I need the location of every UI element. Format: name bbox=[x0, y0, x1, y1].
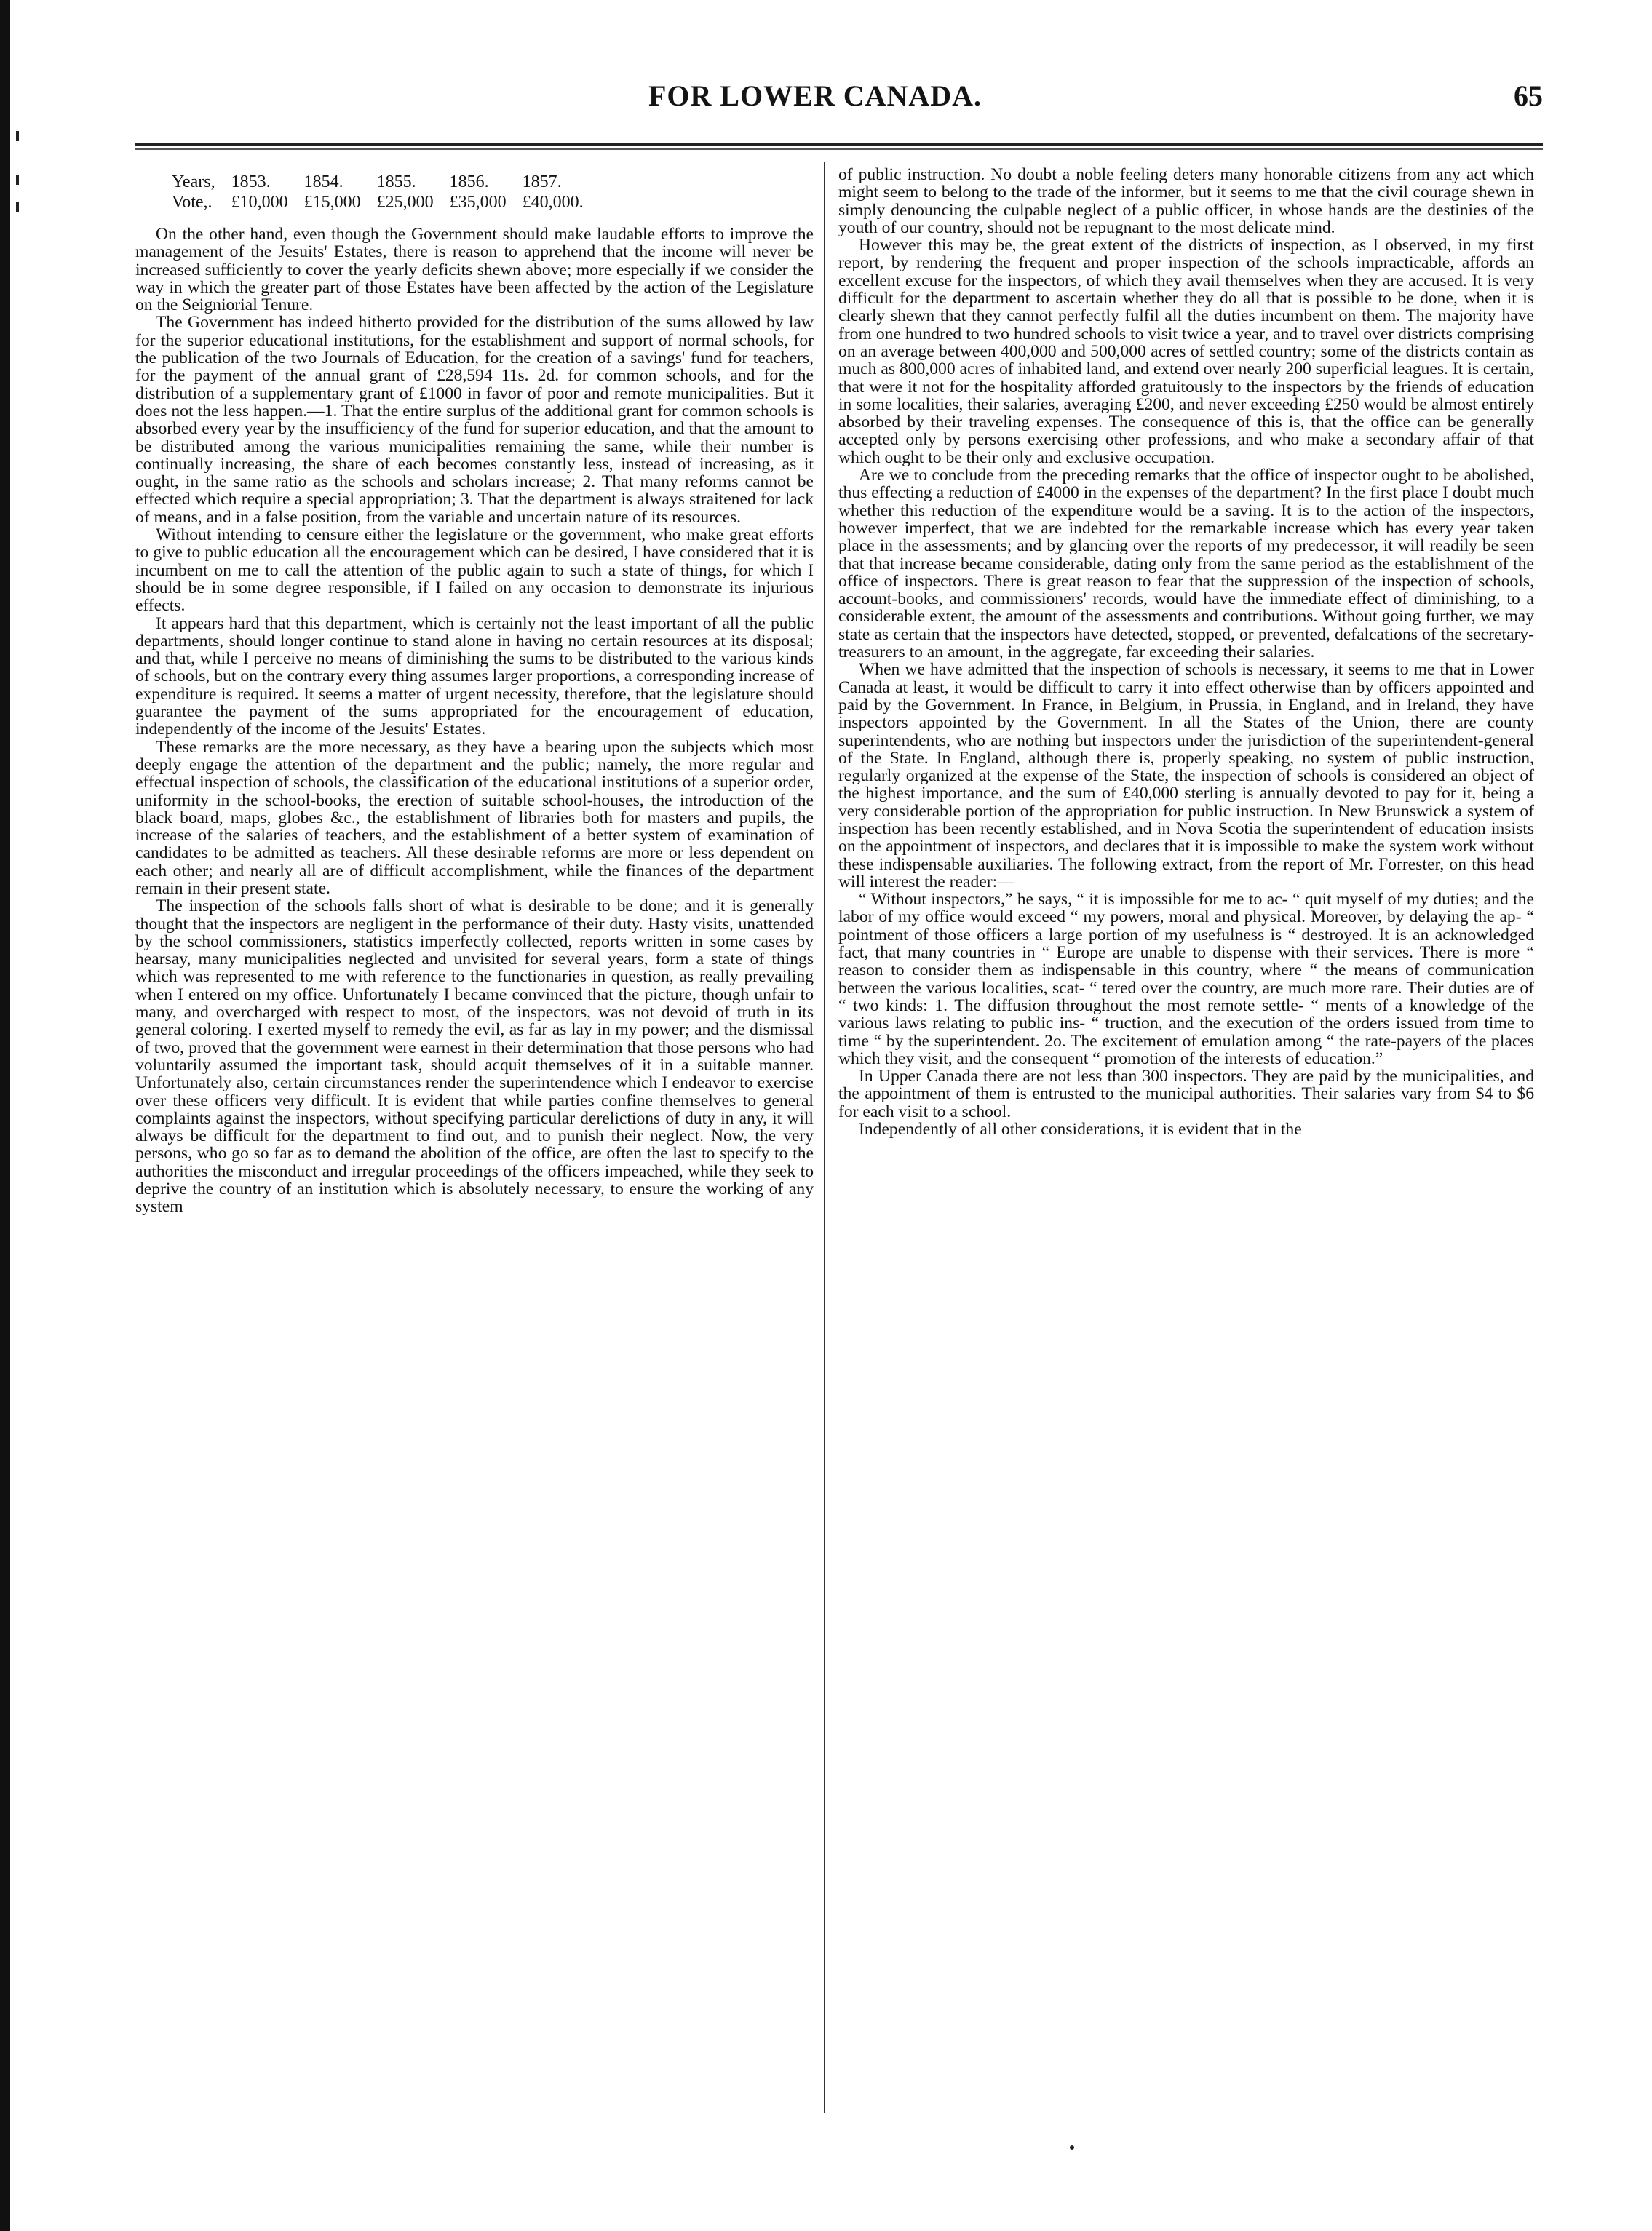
column-divider bbox=[824, 162, 825, 2113]
scan-edge-tick bbox=[16, 202, 19, 212]
vote-cell: £15,000 bbox=[303, 193, 361, 212]
years-row bbox=[172, 172, 600, 192]
votes-row bbox=[172, 192, 600, 212]
paragraph: However this may be, the great extent of the districts of inspection, as I observed, in my first report, by rendering the frequent and proper inspection of the schools impracticable, affords an excellent excuse for the inspectors, of which they avail themselves when they are accused. It is very difficult for the department to ascertain whether they do all that is possible to be done, when it is clearly shewn that they cannot perfectly fulfil all the duties incumbent on them. The majority have from one hundred to two hundred schools to visit twice a year, and to travel over districts comprising on an average between 400,000 and 500,000 acres of settled country; some of the districts contain as much as 800,000 acres of inhabited land, and extend over nearly 200 superficial leagues. It is certain, that were it not for the hospitality afforded gratuitously to the inspectors by the friends of education in some localities, their salaries, averaging £200, and never exceeding £250 would be almost entirely absorbed by their traveling expenses. The consequence of this is, that the office can be generally accepted only by persons exercising other professions, and who make a secondary affair of that which ought to be their only and exclusive occupation. bbox=[838, 236, 1534, 467]
paragraph-continued: of public instruction. No doubt a noble feeling deters many honorable citizens from any act which might seem to belong to the trade of the informer, but it seems to me that the civil courage shewn in simply denouncing the culpable neglect of a public officer, in whose hands are the destinies of the youth of our country, should not be repugnant to the most delicate mind. bbox=[838, 165, 1534, 237]
paragraph: On the other hand, even though the Government should make laudable efforts to improve the management of the Jesuits' Estates, there is reason to apprehend that the income will never be increased sufficiently to cover the yearly deficits shewn above; more especially if we consider the way in which the greater part of those Estates have been affected by the action of the Legislature on the Seigniorial Tenure. bbox=[135, 225, 814, 315]
running-title: FOR LOWER CANADA. bbox=[648, 79, 982, 112]
vote-cell: £25,000 bbox=[376, 193, 434, 212]
quoted-extract: “ Without inspectors,” he says, “ it is impossible for me to ac- “ quit myself of my duties; and the labor of my office would exceed “ my powers, moral and physical. Moreover, by delaying the ap- “ pointment of those officers a large portion of my usefulness is “ destroyed. It is an acknowledged fact, that many countries in “ Europe are unable to dispense with their services. There is more “ reason to consider them as indispensable in this country, where “ the means of communication between the various localities, scat- “ tered over the country, are much more rare. Their duties are of “ two kinds: 1. The diffusion throughout the most remote settle- “ ments of a knowledge of the various laws relating to public ins- “ truction, and the execution of the orders issued from time to time “ by the superintendent. 2o. The excitement of emulation among “ the rate-payers of the places which they visit, and the consequent “ promotion of the interests of education.” bbox=[838, 890, 1534, 1068]
page-number: 65 bbox=[1514, 79, 1543, 112]
right-column bbox=[838, 166, 1534, 1138]
left-column bbox=[135, 166, 814, 1216]
paragraph: In Upper Canada there are not less than 300 inspectors. They are paid by the municipalities, and the appointment of them is entrusted to the municipal authorities. Their salaries vary from $4 to $6 for each visit to a school. bbox=[838, 1067, 1534, 1121]
paragraph: The inspection of the schools falls short of what is desirable to be done; and it is generally thought that the inspectors are negligent in the performance of their duty. Hasty visits, unattended by the school commissioners, statistics imperfectly collected, reports written in some cases by hearsay, many municipalities neglected and unvisited for several years, form a state of things which was represented to me with reference to the functionaries in question, as really prevailing when I entered on my office. Unfortunately I became convinced that the picture, though unfair to many, and overcharged with respect to most, of the inspectors, was not devoid of truth in its general coloring. I exerted myself to remedy the evil, as far as lay in my power; and the dismissal of two, proved that the government were earnest in their determination that those persons who had voluntarily assumed the important task, should acquit themselves of it in a suitable manner. Unfortunately also, certain circumstances render the superintendence which I endeavor to exercise over these officers very difficult. It is evident that while parties confine themselves to general complaints against the inspectors, without specifying particular derelictions of duty in any, it will always be difficult for the department to find out, and to punish their neglect. Now, the very persons, who go so far as to demand the abolition of the office, are often the last to specify to the authorities the misconduct and irregular proceedings of the officers impeached, while they seek to deprive the country of an institution which is absolutely necessary, to ensure the working of any system bbox=[135, 896, 814, 1217]
scan-edge-tick bbox=[16, 131, 19, 141]
scan-speck bbox=[1070, 2145, 1074, 2150]
year-cell: 1854. bbox=[303, 172, 343, 191]
year-cell: 1853. bbox=[231, 172, 271, 191]
paragraph: When we have admitted that the inspection of schools is necessary, it seems to me that in Lower Canada at least, it would be difficult to carry it into effect otherwise than by officers appointed and paid by the Government. In France, in Belgium, in Prussia, in England, and in Ireland, they have inspectors appointed by the Government. In all the States of the Union, there are county superintendents, who are nothing but inspectors under the jurisdiction of the superintendent-general of the State. In England, although there is, properly speaking, no system of public instruction, regularly organized at the expense of the State, the inspection of schools is considered an object of the highest importance, and the sum of £40,000 sterling is annually devoted to pay for it, being a very considerable portion of the appropriation for public instruction. In New Brunswick a system of inspection has been recently established, and in Nova Scotia the superintendent of education insists on the appointment of inspectors, and declares that it is impossible to make the system work without these indispensable auxiliaries. The following extract, from the report of Mr. Forrester, on this head will interest the reader:— bbox=[838, 660, 1534, 891]
vote-cell: £35,000 bbox=[449, 193, 507, 212]
paragraph: It appears hard that this department, which is certainly not the least important of all the public departments, should longer continue to stand alone in having no certain resources at its disposal; and that, while I perceive no means of diminishing the sums to be distributed to the various kinds of schools, but on the contrary every thing assumes larger proportions, a corresponding increase of expenditure is required. It seems a matter of urgent necessity, therefore, that the legislature should guarantee the payment of the sums appropriated for the encouragement of education, independently of the income of the Jesuits' Estates. bbox=[135, 613, 814, 739]
scan-edge-bar bbox=[0, 0, 10, 2231]
paragraph: Independently of all other considerations, it is evident that in the bbox=[859, 1120, 1302, 1140]
paragraph: The Government has indeed hitherto provided for the distribution of the sums allowed by law for the superior educational institutions, for the establishment and support of normal schools, for the publication of the two Journals of Education, for the creation of a savings' fund for teachers, for the payment of the annual grant of £28,594 11s. 2d. for common schools, and for the distribution of a supplementary grant of £1000 in favor of poor and remote municipalities. But it does not the less happen.—1. That the entire surplus of the additional grant for common schools is absorbed every year by the insufficiency of the fund for superior education, and that the amount to be distributed among the various municipalities remaining the same, while their number is continually increasing, the share of each becomes constantly less, instead of increasing, as it ought, in the same ratio as the schools and scholars increase; 2. That many reforms cannot be effected which require a special appropriation; 3. That the department is always straitened for lack of means, and in a false position, from the variable and uncertain nature of its resources. bbox=[135, 313, 814, 527]
year-cell: 1857. bbox=[522, 172, 562, 191]
paragraph: Are we to conclude from the preceding remarks that the office of inspector ought to be abolished, thus effecting a reduction of £4000 in the expenses of the department? In the first place I doubt much whether this reduction of the expenditure would be a saving. It is to the action of the inspectors, however imperfect, that we are indebted for the remarkable increase which has every year taken place in the assessments; and by glancing over the reports of my predecessor, it will readily be seen that that increase became considerable, dating only from the same period as the establishment of the office of inspectors. There is great reason to fear that the suppression of the inspection of schools, account-books, and commissioners' records, would have the immediate effect of diminishing, to a considerable extent, the amount of the assessments and contributions. Without going further, we may state as certain that the inspectors have detected, stopped, or prevented, defalcations of the secretary-treasurers to an amount, in the aggregate, far exceeding their salaries. bbox=[838, 466, 1534, 662]
page-header bbox=[87, 79, 1543, 130]
scan-edge-tick bbox=[16, 175, 19, 185]
paragraph: Without intending to censure either the legislature or the government, who make great efforts to give to public education all the encouragement which can be desired, I have considered that it is incumbent on me to call the attention of the public again to such a state of things, for which I should be in some degree responsible, if I failed on any occasion to demonstrate its injurious effects. bbox=[135, 525, 814, 616]
vote-cell: £40,000. bbox=[522, 193, 584, 212]
year-cell: 1855. bbox=[376, 172, 416, 191]
year-cell: 1856. bbox=[449, 172, 489, 191]
years-label: Years, bbox=[172, 172, 215, 191]
vote-cell: £10,000 bbox=[231, 193, 288, 212]
header-rule bbox=[135, 143, 1543, 146]
header-rule-thin bbox=[135, 148, 1543, 150]
vote-table bbox=[172, 172, 600, 212]
vote-label: Vote,. bbox=[172, 193, 213, 212]
paragraph: These remarks are the more necessary, as they have a bearing upon the subjects which most deeply engage the attention of the department and the public; namely, the more regular and effectual inspection of schools, the classification of the educational institutions of a superior order, uniformity in the school-books, the erection of suitable school-houses, the introduction of the black board, maps, globes &c., the establishment of libraries both for masters and pupils, the increase of the salaries of teachers, and the establishment of a better system of examination of candidates to be admitted as teachers. All these desirable reforms are more or less dependent on each other; and nearly all are of difficult accomplishment, while the finances of the department remain in their present state. bbox=[135, 737, 814, 898]
